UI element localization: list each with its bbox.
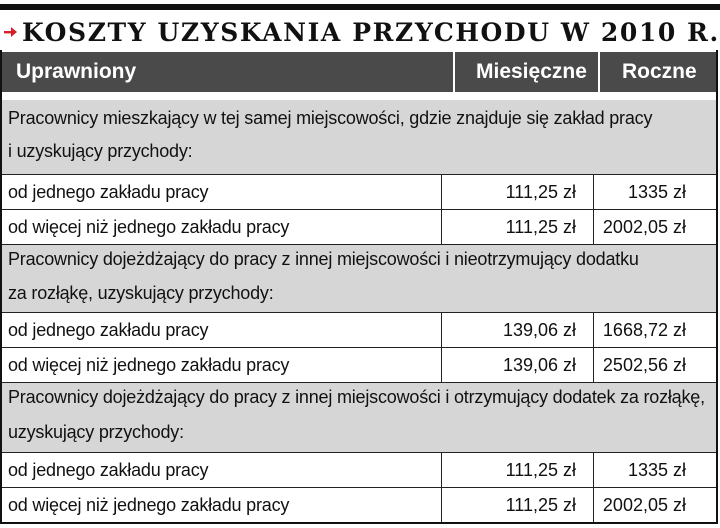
header-divider [598,52,600,92]
row-label: od więcej niż jednego zakładu pracy [8,217,290,237]
group-heading-line: uzyskujący przychody: [8,422,184,442]
table-row [2,174,716,209]
group-heading-line: za rozłąkę, uzyskujący przychody: [8,283,274,303]
table-title: KOSZTY UZYSKANIA PRZYCHODU W 2010 R. [22,17,720,47]
row-monthly-value: 111,25 zł [505,460,576,480]
column-divider [441,453,442,487]
column-divider [593,488,594,522]
column-divider [593,175,594,209]
table-header [2,52,716,92]
column-divider [441,488,442,522]
row-monthly-value: 111,25 zł [505,495,576,515]
title-row [4,16,720,48]
group-heading [2,382,716,452]
row-monthly-value: 111,25 zł [505,217,576,237]
column-divider [593,313,594,347]
row-label: od więcej niż jednego zakładu pracy [8,495,290,515]
table-row [2,487,716,522]
table-row [2,312,716,347]
column-divider [441,348,442,382]
header-monthly: Miesięczne [476,60,587,83]
group-heading-line: Pracownicy mieszkający w tej samej miejscowości, gdzie znajduje się zakład pracy [8,108,653,128]
arrow-right-icon [4,26,18,38]
group-heading-line: Pracownicy dojeżdżający do pracy z innej miejscowości i nieotrzymujący dodatku [8,249,639,269]
row-label: od jednego zakładu pracy [8,182,209,202]
row-label: od jednego zakładu pracy [8,320,209,340]
table-row [2,209,716,244]
top-rule [0,4,720,10]
group-heading-line: Pracownicy dojeżdżający do pracy z innej miejscowości i otrzymujący dodatek za rozłąkę, [8,387,705,407]
group-heading-line: i uzyskujący przychody: [8,141,193,161]
header-gap [2,92,716,100]
row-annual-value: 1668,72 zł [602,320,686,340]
group-heading [2,244,716,312]
row-monthly-value: 139,06 zł [502,355,576,375]
row-monthly-value: 111,25 zł [505,182,576,202]
row-monthly-value: 139,06 zł [502,320,576,340]
row-annual-value: 1335 zł [627,182,686,202]
row-annual-value: 1335 zł [627,460,686,480]
header-entitled: Uprawniony [16,60,137,83]
row-annual-value: 2502,56 zł [602,355,686,375]
group-heading [2,100,716,174]
row-label: od jednego zakładu pracy [8,460,209,480]
column-divider [441,210,442,244]
column-divider [593,348,594,382]
table-row [2,452,716,487]
row-annual-value: 2002,05 zł [602,217,686,237]
row-label: od więcej niż jednego zakładu pracy [8,355,290,375]
column-divider [593,453,594,487]
column-divider [441,313,442,347]
table-row [2,347,716,382]
row-annual-value: 2002,05 zł [602,495,686,515]
column-divider [441,175,442,209]
header-annual: Roczne [622,60,697,83]
column-divider [593,210,594,244]
header-divider [453,52,455,92]
